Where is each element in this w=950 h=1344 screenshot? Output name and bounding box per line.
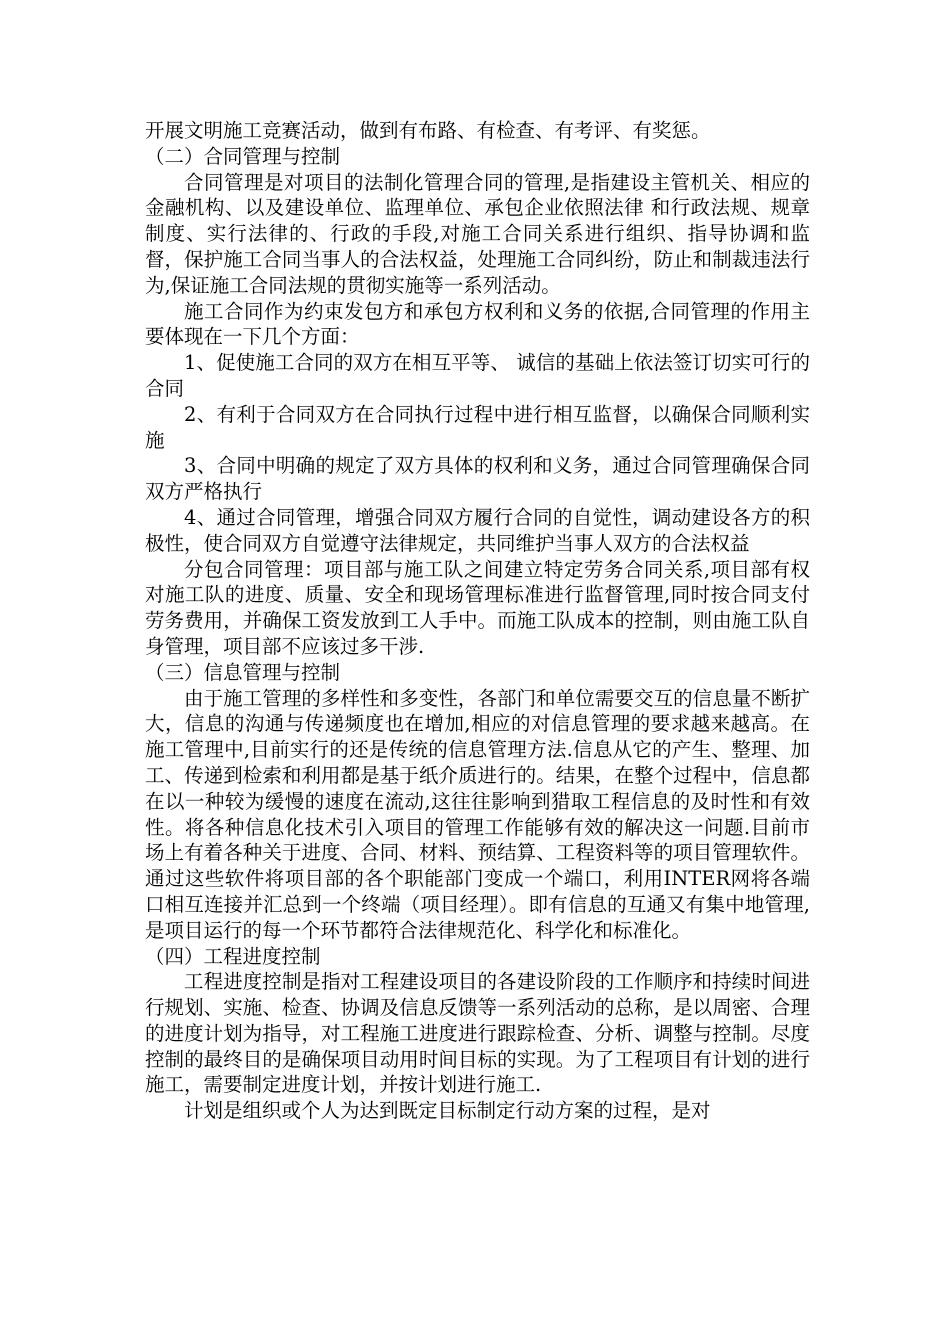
paragraph: 开展文明施工竞赛活动，做到有布路、有检查、有考评、有奖惩。 [145,119,711,142]
document-body [145,118,810,1124]
paragraph: 由于施工管理的多样性和多变性，各部门和单位需要交互的信息量不断扩大，信息的沟通与传递频度也在增加,相应的对信息管理的要求越来越高。在施工管理中,目前实行的还是传统的信息管理方法.信息从它的产生、整理、加工、传递到检索和利用都是基于纸介质进行的。结果，在整个过程中，信息都在以一种较为缓慢的速度在流动,这往往影响到猎取工程信息的及时性和有效性。将各种信息化技术引入项目的管理工作能够有效的解决这一问题.目前市场上有着各种关于进度、合同、材料、预结算、工程资料等的项目管理软件。通过这些软件将项目部的各个职能部门变成一个端口，利用INTER网将各端口相互连接并汇总到一个终端（项目经理）。即有信息的互通又有集中地管理,是项目运行的每一个环节都符合法律规范化、科学化和标准化。 [145,686,810,942]
paragraph: 分包合同管理：项目部与施工队之间建立特定劳务合同关系,项目部有权对施工队的进度、质量、安全和现场管理标准进行监督管理,同时按合同支付劳务费用，并确保工资发放到工人手中。而施工队成本的控制，则由施工队自身管理，项目部不应该过多干涉. [145,557,810,658]
paragraph: 施工合同作为约束发包方和承包方权利和义务的依据,合同管理的作用主要体现在一下几个方面： [145,299,810,349]
list-item: 1、促使施工合同的双方在相互平等、 诚信的基础上依法签订切实可行的合同 [145,351,810,400]
list-item: 4、通过合同管理，增强合同双方履行合同的自觉性，调动建设各方的积极性，使合同双方自觉遵守法律规定，共同维护当事人双方的合法权益 [145,505,810,555]
section-heading-schedule-control: （四）工程进度控制 [145,944,321,968]
paragraph: 合同管理是对项目的法制化管理合同的管理,是指建设主管机关、相应的金融机构、以及建设单位、监理单位、承包企业依照法律 和行政法规、规章制度、实行法律的、行政的手段,对施工合同关系进行组织、指导协调和监督，保护施工合同当事人的合法权益，处理施工合同纠纷，防止和制裁违法行为,保证施工合同法规的贯彻实施等一系列活动。 [145,170,810,297]
section-heading-information-management: （三）信息管理与控制 [145,660,341,684]
paragraph: 工程进度控制是指对工程建设项目的各建设阶段的工作顺序和持续时间进行规划、实施、检查、协调及信息反馈等一系列活动的总称，是以周密、合理的进度计划为指导，对工程施工进度进行跟踪检查、分析、调整与控制。尽度控制的最终目的是确保项目动用时间目标的实现。为了工程项目有计划的进行施工，需要制定进度计划，并按计划进行施工. [145,970,810,1097]
paragraph: 计划是组织或个人为达到既定目标制定行动方案的过程，是对 [184,1099,711,1123]
list-item: 3、合同中明确的规定了双方具体的权利和义务，通过合同管理确保合同双方严格执行 [145,454,810,504]
section-heading-contract-management: （二）合同管理与控制 [145,144,341,168]
list-item: 2、有利于合同双方在合同执行过程中进行相互监督，以确保合同顺利实施 [145,402,810,452]
